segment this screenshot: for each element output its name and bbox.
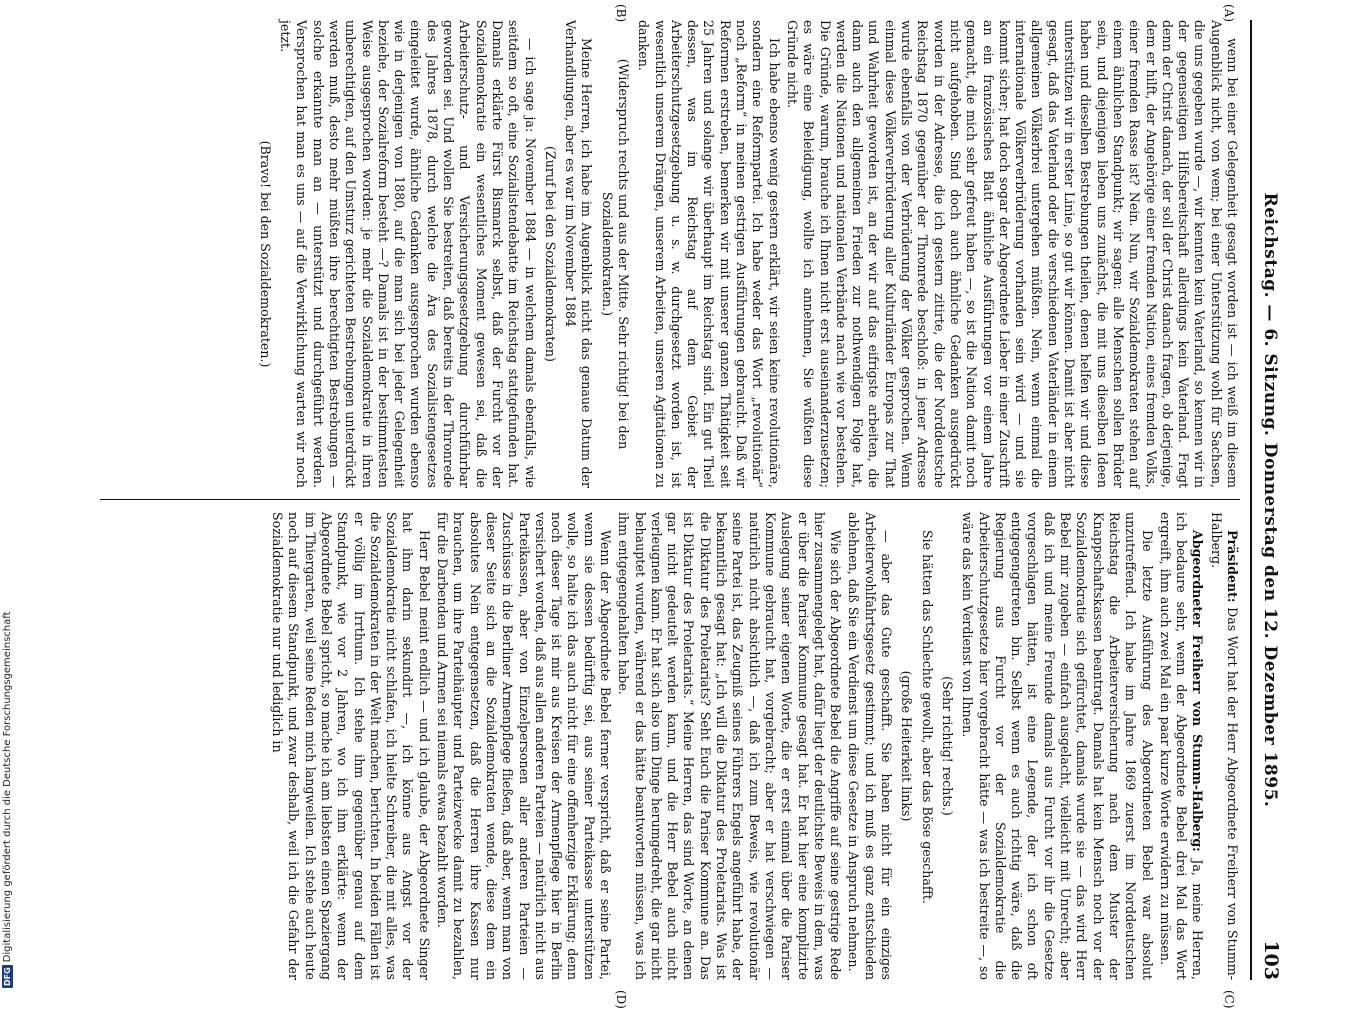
right-column [100, 512, 1240, 980]
margin-marker-b: (B) [614, 4, 628, 23]
speech-text: Ja, meine Herren, ich bedaure sehr, wenn der Abgeordnete Bebel drei Mal das Wort ergreift, ihm auch zwei Mal ein paar kurze Worte erwidern zu müssen. [1157, 512, 1206, 980]
interjection: (Bravo! bei den Sozialdemokraten.) [257, 140, 273, 368]
digitization-credit [2, 548, 13, 988]
left-column [100, 20, 1240, 488]
margin-marker-d: (D) [614, 990, 628, 1009]
paragraph: Wie sich der Abgeordnete Bebel die Angriffe auf seine gestrige Rede hier zusammengelegt hat, dafür liegt der deutlichste Beweis in dem, was er über die Pariser Kommune gesagt hat. Er hat hier eine komplizirte Auslegung seiner eigenen Worte, die er erst einmal über die Pariser Kommune gebraucht hat, vorgebracht; aber er hat verschwiegen — natürlich nicht absichtlich —, daß ich zum Beweis, wie revolutionär seine Partei ist, das Zeugniß seines Führers Engels angeführt habe, der bekanntlich gesagt hat: „Ich will die Diktatur des Proletariats. Was ist die Diktatur des Proletariats? Seht Euch die Pariser Kommune an. Das ist Diktatur des Proletariats.“ Meine Herren, das sind Worte, an denen gar nicht gedeutelt werden kann, und die Herr Bebel auch nicht verleugnen kann. Er hat sich also um Dinge herumgedreht, die gar nicht behauptet wurden, während er das hätte beantworten müssen, was ich ihm entgegengehalten habe. [616, 512, 844, 980]
column-divider [100, 499, 1240, 500]
speaker-name: Präsident: [1225, 530, 1240, 603]
paragraph: Wenn der Abgeordnete Bebel ferner verspricht, daß er seine Partei, wenn sie dessen bedürftig sei, aus seiner Parteikasse unterstützen wolle, so halte ich das auch nicht für eine offenherzige Erklärung; denn noch dieser Tage ist mir aus Kreisen der Armenpflege hier in Berlin versichert worden, daß aus allen anderen Parteien — natürlich nicht aus Parteikassen, aber von Einzelpersonen aller anderen Parteien — Zuschüsse in die Berliner Armenpflege fließen, daß aber, wenn man von dieser Seite sich an die Sozialdemokraten wende, diese dem ein absolutes Nein entgegensetzen, daß die Herren ihre Kassen nur brauchen, um ihre Parteihäupter und Parteizwecke damit zu bezahlen, für die Darbenden und Armen sei niemals etwas bezahlt worden. [435, 512, 614, 980]
paragraph: Meine Herren, ich habe im Augenblick nicht das genaue Datum der Verhandlungen, aber es war im November 1884 [563, 20, 595, 488]
paragraph: Die letzte Ausführung des Abgeordneten Bebel war absolut unzutreffend. Ich habe im Jahre 1869 zuerst im Norddeutschen Reichstag die Arbeiterversicherung nach dem Muster der Knappschaftskassen beantragt. Damals hat kein Mensch noch vor der Sozialdemokratie sich gefürchtet, damals wurde sie — das wird Herr Bebel mir zugeben — einfach ausgelacht, vielleicht mit Unrecht; aber daß ich und meine Freunde damals aus Furcht vor ihr die Gesetze vorgeschlagen hätten, ist eine Legende, der ich schon oft entgegengetreten bin. Selbst wenn es auch richtig wäre, daß die Regierung aus Furcht vor der Sozialdemokratie die Arbeiterschutzgesetze hier vorgebracht hätte — was ich bestreite —, so wäre das kein Verdienst von Ihnen. [960, 512, 1155, 980]
interjection: (Sehr richtig! rechts.) [939, 676, 955, 816]
margin-marker-a: (A) [1222, 4, 1236, 23]
margin-marker-c: (C) [1222, 990, 1236, 1009]
interjection: (Widerspruch rechts und aus der Mitte. Sehr richtig! bei den Sozialdemokraten.) [599, 58, 632, 450]
speaker-name: Abgeordneter Freiherr von Stumm-Halberg: [1190, 530, 1206, 852]
paragraph: — aber das Gute geschafft. Sie haben nicht für ein einziges Arbeiterwohlfahrtsgesetz gestimmt; und ich muß es ganz entschieden ablehnen, daß Sie ein Verdienst um diese Gesetze in Anspruch nehmen. [846, 512, 895, 980]
paragraph: Sie hätten das Schlechte gewollt, aber das Böse geschafft. [919, 530, 935, 904]
paragraph: — ich sage ja: November 1884 — in welchem damals ebenfalls, wie seitdem so oft, eine Sozialistendebatte im Reichstag stattgefunden hat. Damals erklärte Fürst Bismarck selbst, daß der Furcht vor der Sozialdemokratie ein wesentliches Moment gewesen sei, daß die Arbeiterschutz- und Versicherungsgesetzgebung durchführbar geworden sei. Und wollen Sie bestreiten, daß bereits in der Thronrede des Jahres 1878, durch welche die Ära des Sozialistengesetzes eingeleitet wurde, ähnliche Gedanken ausgesprochen wurden ebenso wie in derjenigen von 1880, auf die man sich bei jeder Gelegenheit beziehe, der Sozialreform besteht —? Damals ist in der bestimmtesten Weise ausgesprochen worden: je mehr die Sozialdemokratie in ihren unberechtigten, auf den Umsturz gerichteten Bestrebungen unterdrückt werden muß, desto mehr müßten ihre berechtigten Bestrebungen — solche erkannte man an — unterstützt und durchgeführt werden. Versprochen hat man es uns — auf die Verwirklichung warten wir noch jetzt. [278, 20, 538, 488]
page-title: Reichstag. — 6. Sitzung. Donnerstag den 12. Dezember 1895. [1260, 192, 1280, 808]
interjection: (große Heiterkeit links) [899, 670, 915, 822]
speech-text: Das Wort hat der Herr Abgeordnete Freiherr von Stumm-Halberg. [1208, 512, 1240, 980]
speech-paragraph [1157, 512, 1206, 980]
paragraph: wenn bei einer Gelegenheit gesagt worden ist — ich weiß im diesem Augenblick nicht, von wem; bei einer Unterstützung wohl für Sachsen, die uns gegeben wurde —, wir kennten kein Vaterland, so kennen wir in der gegenseitigen Hilfsbereitschaft allerdings kein Vaterland. Fragt denn der Christ danach, der soll der Christ danach fragen, ob derjenige, dem er hilft, der Angehörige einer fremden Nation, eines fremden Volks, einer fremden Rasse ist? Nein. Nun, wir Sozialdemokraten stehen auf einem ähnlichen Standpunkt; wir sagen: alle Menschen sollen Brüder sein, und diejenigen lieben uns zunächst, die mit uns dieselben Ideen haben und dieselben Bestrebungen theilen, denen helfen wir und diese unterstützen wir in erster Linie, so gut wir können. Damit ist aber nicht gesagt, daß das Vaterland oder die verschiedenen Vaterländer in einem allgemeinen Völkerbrei untergehen müßten. Nein, wenn einmal die internationale Völkerverbrüderung vorhanden sein wird — und sie kommt sicher; hat doch sogar der Abgeordnete Lieber in einer Zuschrift an ein französisches Blatt ähnliche Ausführungen vor einem Jahre gemacht, die mich sehr gefreut haben —, so ist die Nation damit noch nicht aufgehoben. Sind doch auch ähnliche Gedanken ausgedrückt worden in der Adresse, die ich gestern zitirte, die der Norddeutsche Reichstag 1870 gegenüber der Thronrede beschloß: in jener Adresse wurde ebenfalls von der Verbrüderung der Völker gesprochen. Wenn einmal diese Völkerverbrüderung aller Kulturländer Europas zur That und Wahrheit geworden ist, an der wir auf das eifrigste arbeiten, die dann auch den allgemeinen Frieden zur nothwendigen Folge hat, werden die Nationen und nationalen Verbände nach wie vor bestehen. Die Gründe, warum, brauche ich Ihnen nicht erst auseinanderzusetzen; es wäre eine Beleidigung, wollte ich annehmen, Sie wüßten diese Gründe nicht. [784, 20, 1240, 488]
page-number: 103 [1260, 940, 1282, 980]
interjection: (Zuruf bei den Sozialdemokraten) [542, 146, 558, 362]
paragraph: Herr Bebel meint endlich — und ich glaube, der Abgeordnete Singer hat ihm darin sekundirt —, ich könne aus Angst vor der Sozialdemokratie nicht schlafen, ich hielte Schreiber, die mit alles, was die Sozialdemokraten in der Welt machen, berichten. In beiden Fällen ist er völlig im Irrthum. Ich stehe ihm gegenüber genau auf dem Standpunkt, wie vor 2 Jahren, wo ich ihm erklärte: wenn der Abgeordnete Bebel spricht, so mache ich am liebsten einen Spaziergang im Thiergarten, weil seine Reden mich langweilen. Ich stehe auch heute noch auf diesem Standpunkt, und zwar deshalb, weil ich die Gefahr der Sozialdemokratie nur und lediglich in [270, 512, 432, 980]
paragraph: Ich habe ebenso wenig gestern erklärt, wir seien keine revolutionäre, sondern eine Reformpartei. Ich habe weder das Wort „revolutionär“ noch „Reform“ in meinen gestrigen Ausführungen gebraucht. Daß wir Reformen erstreben, bemerken wir mit unserer ganzen Thätigkeit seit 25 Jahren und solange wir überhaupt im Reichstag sind. Ein gut Theil dessen, was im Reichstag auf dem Gebiet der Arbeiterschutzgesetzgebung u. s. w. durchgesetzt worden ist, ist wesentlich unserem Drängen, unserem Arbeiten, unseren Agitationen zu danken. [636, 20, 782, 488]
credit-text: Digitalisierung gefördert durch die Deutsche Forschungsgemeinschaft [2, 611, 13, 963]
page-header [1250, 20, 1282, 980]
dfg-logo: DFG [3, 967, 12, 986]
newspaper-page [60, 0, 1300, 1009]
speech-paragraph [1207, 512, 1240, 980]
